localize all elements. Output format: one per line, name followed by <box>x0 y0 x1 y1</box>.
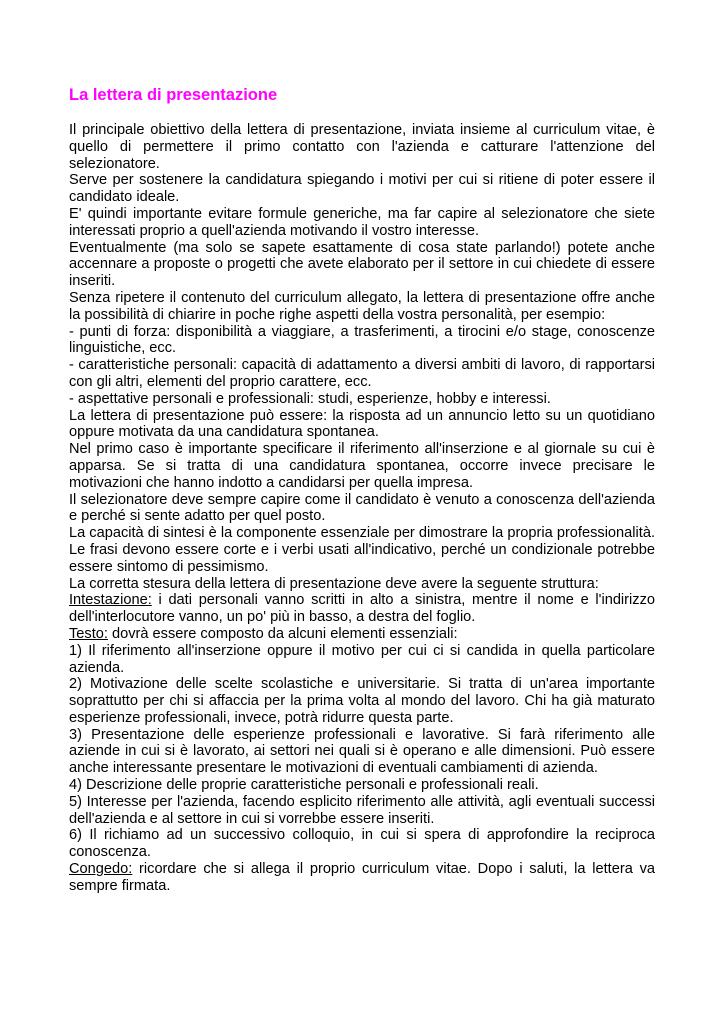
congedo-text: ricordare che si allega il proprio curriculum vitae. Dopo i saluti, la lettera va sempre firmata. <box>69 861 655 894</box>
paragraph: - aspettative personali e professionali: studi, esperienze, hobby e interessi. <box>69 390 551 407</box>
list-item: 4) Descrizione delle proprie caratteristiche personali e professionali reali. <box>69 777 539 794</box>
testo-paragraph <box>69 626 655 643</box>
intestazione-text: i dati personali vanno scritti in alto a sinistra, mentre il nome e l'indirizzo dell'interlocutore vanno, un po' più in basso, a destra del foglio. <box>69 592 655 626</box>
paragraph: - caratteristiche personali: capacità di adattamento a diversi ambiti di lavoro, di rapportarsi con gli altri, elementi del proprio carattere, ecc. <box>69 357 655 390</box>
paragraph: - punti di forza: disponibilità a viaggiare, a trasferimenti, a tirocini e/o stage, conoscenze linguistiche, ecc. <box>69 323 655 357</box>
paragraph: E' quindi importante evitare formule generiche, ma far capire al selezionatore che siete interessati proprio a quell'azienda motivando il vostro interesse. <box>69 205 655 239</box>
paragraph: La lettera di presentazione può essere: la risposta ad un annuncio letto su un quotidiano oppure motivata da una candidatura spontanea. <box>69 407 655 441</box>
paragraph: La capacità di sintesi è la componente essenziale per dimostrare la propria professionalità. Le frasi devono essere corte e i verbi usati all'indicativo, perché un condizionale potrebbe essere sintomo di pessimismo. <box>69 525 655 575</box>
document-body <box>69 122 655 895</box>
congedo-label: Congedo: <box>69 861 133 878</box>
document-title: La lettera di presentazione <box>69 86 278 104</box>
list-item: 2) Motivazione delle scelte scolastiche e universitarie. Si tratta di un'area importante soprattutto per chi si affaccia per la prima volta al mondo del lavoro. Chi ha già maturato esperienze professionali, invece, potrà ridurre questa parte. <box>69 676 655 726</box>
intestazione-label: Intestazione: <box>69 592 152 609</box>
paragraph: Il selezionatore deve sempre capire come il candidato è venuto a conoscenza dell'azienda e perché si sente adatto per quel posto. <box>69 491 655 525</box>
paragraph: Serve per sostenere la candidatura spiegando i motivi per cui si ritiene di poter essere il candidato ideale. <box>69 172 655 206</box>
paragraph: Nel primo caso è importante specificare il riferimento all'inserzione e al giornale su cui è apparsa. Se si tratta di una candidatura spontanea, occorre invece precisare le motivazioni che hanno indotto a candidarsi per quella impresa. <box>69 441 655 491</box>
list-item: 1) Il riferimento all'inserzione oppure il motivo per cui ci si candida in quella particolare azienda. <box>69 642 655 676</box>
testo-label: Testo: <box>69 625 108 642</box>
list-item: 5) Interesse per l'azienda, facendo esplicito riferimento alle attività, agli eventuali successi dell'azienda e al settore in cui si vorrebbe essere inseriti. <box>69 793 655 827</box>
paragraph: Eventualmente (ma solo se sapete esattamente di cosa state parlando!) potete anche accennare a proposte o progetti che avete elaborato per il settore in cui chiedete di essere inseriti. <box>69 239 655 290</box>
intestazione-paragraph <box>69 592 655 626</box>
list-item: 6) Il richiamo ad un successivo colloquio, in cui si spera di approfondire la reciproca conoscenza. <box>69 827 655 861</box>
testo-text: dovrà essere composto da alcuni elementi essenziali: <box>107 625 458 642</box>
paragraph: La corretta stesura della lettera di presentazione deve avere la seguente struttura: <box>69 575 599 592</box>
congedo-paragraph <box>69 861 655 895</box>
paragraph: Senza ripetere il contenuto del curriculum allegato, la lettera di presentazione offre anche la possibilità di chiarire in poche righe aspetti della vostra personalità, per esempio: <box>69 289 655 323</box>
paragraph: Il principale obiettivo della lettera di presentazione, inviata insieme al curriculum vitae, è quello di permettere il primo contatto con l'azienda e catturare l'attenzione del selezionatore. <box>69 122 655 172</box>
list-item: 3) Presentazione delle esperienze professionali e lavorative. Si farà riferimento alle aziende in cui si è lavorato, ai settori nei quali si è operano e alle dimensioni. Può essere anche interessante presentare le motivazioni di eventuali cambiamenti di azienda. <box>69 726 655 777</box>
